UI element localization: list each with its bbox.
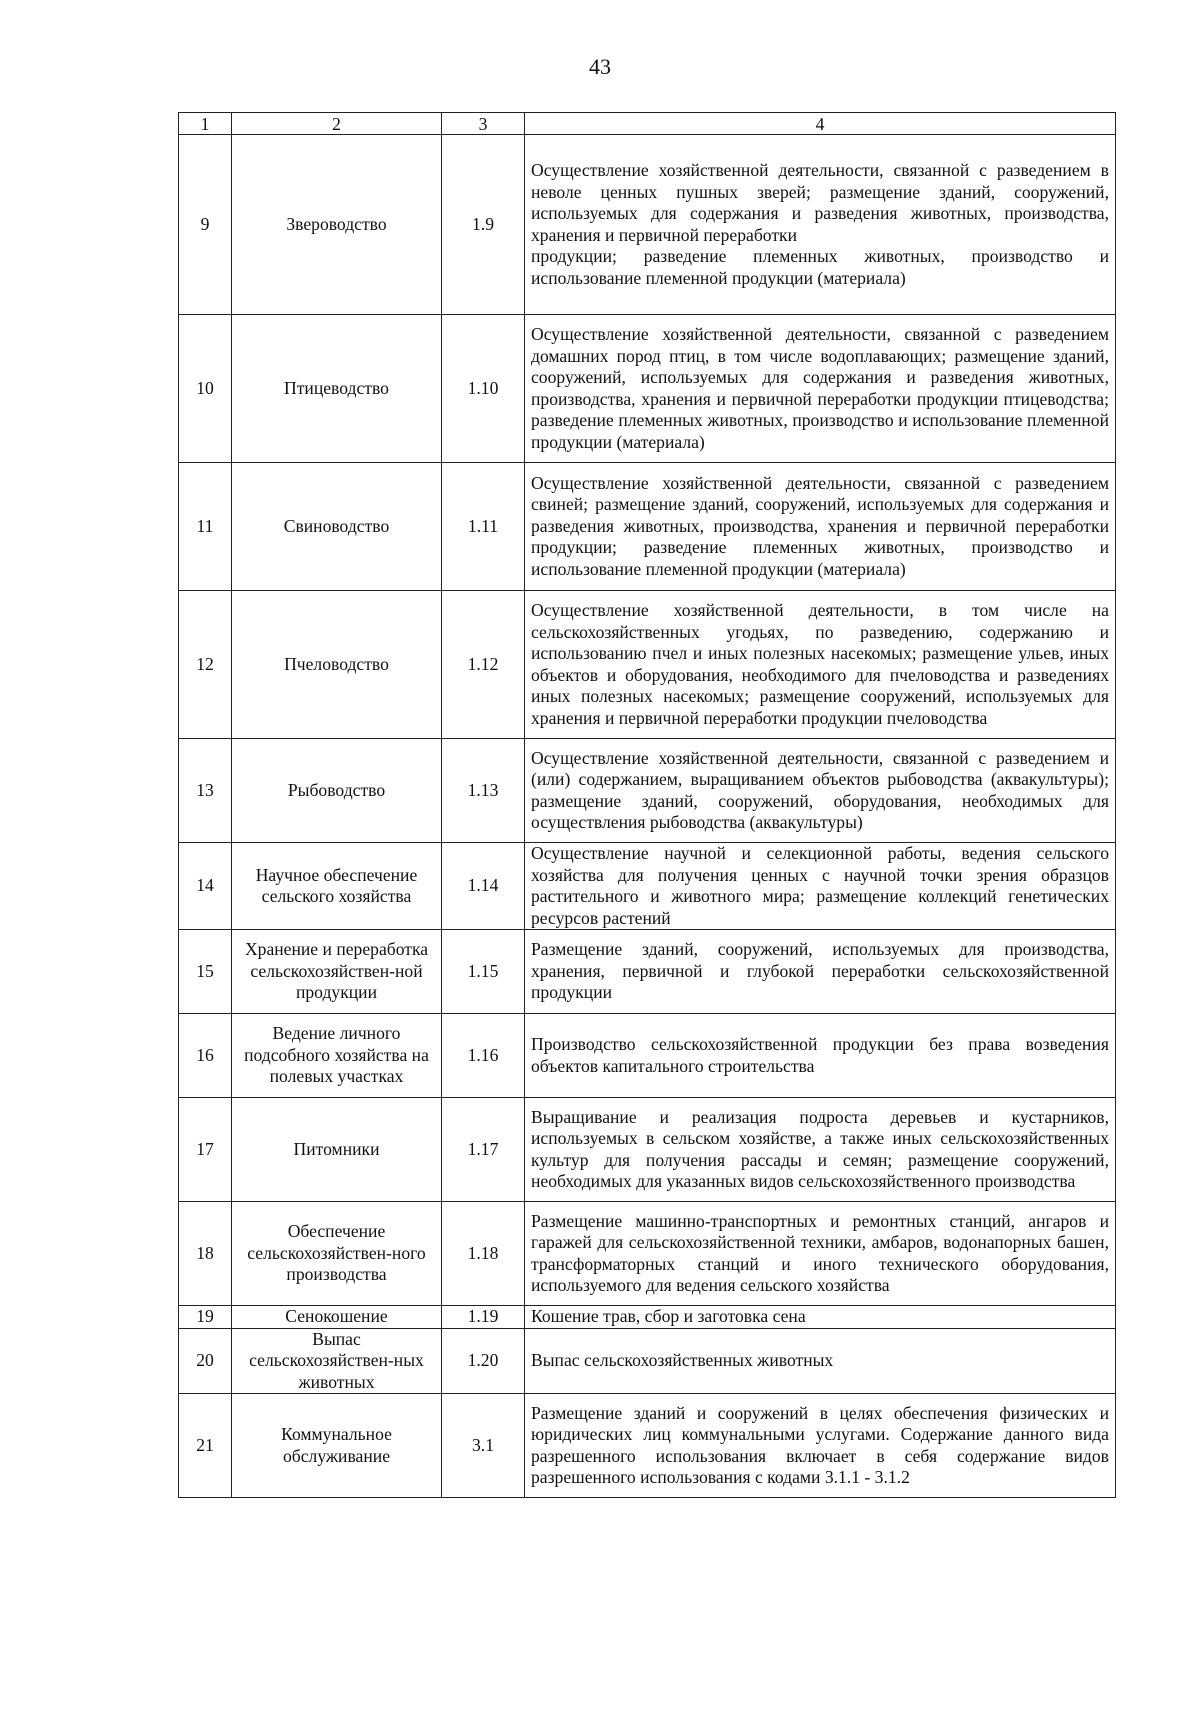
- header-cell: 4: [525, 113, 1116, 135]
- land-use-code: 3.1: [442, 1394, 525, 1498]
- land-use-code: 1.9: [442, 135, 525, 315]
- description-paragraph: Размещение машинно-транспортных и ремонтных станций, ангаров и гаражей для сельскохозяйственной техники, амбаров, водонапорных башен, трансформаторных станций и иного технического оборудования, используемого для ведения сельского хозяйства: [531, 1210, 1109, 1295]
- land-use-name: Звероводство: [232, 135, 442, 315]
- description-paragraph: Осуществление хозяйственной деятельности, связанной с разведением свиней; размещение зданий, сооружений, используемых для содержания и разведения животных, производства, хранения и первичной переработки продукции; разведение племенных животных, производство и использование племенной продукции (материала): [531, 472, 1109, 579]
- land-use-code: 1.11: [442, 463, 525, 591]
- description-paragraph: Выпас сельскохозяйственных животных: [531, 1350, 834, 1370]
- table-row: [179, 463, 1116, 591]
- table-row: [179, 843, 1116, 930]
- row-number: 15: [179, 930, 232, 1014]
- table-row: [179, 135, 1116, 315]
- table-row: [179, 591, 1116, 739]
- table-row: [179, 930, 1116, 1014]
- table-row: [179, 1394, 1116, 1498]
- row-number: 17: [179, 1098, 232, 1202]
- table-row: [179, 315, 1116, 463]
- page-number: 43: [589, 54, 611, 79]
- row-number: 10: [179, 315, 232, 463]
- row-number: 20: [179, 1328, 232, 1394]
- description-paragraph: Осуществление хозяйственной деятельности, связанной с разведением в неволе ценных пушных зверей; размещение зданий, сооружений, используемых для содержания и разведения животных, производства, хранения и первичной переработки: [531, 160, 1109, 245]
- land-use-description: [525, 315, 1116, 463]
- land-use-code: 1.15: [442, 930, 525, 1014]
- land-use-code: 1.18: [442, 1202, 525, 1306]
- description-paragraph: Осуществление хозяйственной деятельности, связанной с разведением и (или) содержанием, выращиванием объектов рыбоводства (аквакультуры); размещение зданий, сооружений, оборудования, необходимых для осуществления рыбоводства (аквакультуры): [531, 747, 1109, 832]
- row-number: 16: [179, 1014, 232, 1098]
- land-use-name: Рыбоводство: [232, 739, 442, 843]
- land-use-name: Свиноводство: [232, 463, 442, 591]
- description-paragraph: Осуществление хозяйственной деятельности, в том числе на сельскохозяйственных угодьях, по разведению, содержанию и использованию пчел и иных полезных насекомых; размещение ульев, иных объектов и оборудования, необходимого для пчеловодства и разведениях иных полезных насекомых; размещение сооружений, используемых для хранения и первичной переработки продукции пчеловодства: [531, 600, 1109, 728]
- description-paragraph: Осуществление научной и селекционной работы, ведения сельского хозяйства для получения ценных с научной точки зрения образцов растительного и животного мира; размещение коллекций генетических ресурсов растений: [531, 843, 1109, 928]
- land-use-name: Питомники: [232, 1098, 442, 1202]
- description-paragraph: Производство сельскохозяйственной продукции без права возведения объектов капитального строительства: [531, 1034, 1109, 1076]
- table-row: [179, 1014, 1116, 1098]
- land-use-code: 1.16: [442, 1014, 525, 1098]
- table-row: [179, 1202, 1116, 1306]
- land-use-name: Обеспечение сельскохозяйствен-ного производства: [232, 1202, 442, 1306]
- land-use-description: [525, 1098, 1116, 1202]
- table-header-row: [179, 113, 1116, 135]
- table-row: [179, 1328, 1116, 1394]
- land-use-description: [525, 1014, 1116, 1098]
- land-use-code: 1.13: [442, 739, 525, 843]
- land-use-code: 1.19: [442, 1306, 525, 1329]
- description-paragraph: Осуществление хозяйственной деятельности, связанной с разведением домашних пород птиц, в том числе водоплавающих; размещение зданий, сооружений, используемых для содержания и разведения животных, производства, хранения и первичной переработки продукции птицеводства; разведение племенных животных, производство и использование племенной продукции (материала): [531, 324, 1109, 452]
- land-use-name: Коммунальное обслуживание: [232, 1394, 442, 1498]
- land-use-table: [178, 112, 1116, 1498]
- table-row: [179, 739, 1116, 843]
- land-use-name: Сенокошение: [232, 1306, 442, 1329]
- land-use-code: 1.17: [442, 1098, 525, 1202]
- land-use-name: Хранение и переработка сельскохозяйствен-ной продукции: [232, 930, 442, 1014]
- row-number: 21: [179, 1394, 232, 1498]
- land-use-description: [525, 463, 1116, 591]
- header-cell: 3: [442, 113, 525, 135]
- description-paragraph: Кошение трав, сбор и заготовка сена: [531, 1306, 806, 1326]
- land-use-code: 1.10: [442, 315, 525, 463]
- row-number: 12: [179, 591, 232, 739]
- land-use-description: [525, 1328, 1116, 1394]
- land-use-name: Выпас сельскохозяйствен-ных животных: [232, 1328, 442, 1394]
- table-row: [179, 1098, 1116, 1202]
- land-use-description: [525, 1394, 1116, 1498]
- row-number: 9: [179, 135, 232, 315]
- description-paragraph: продукции; разведение племенных животных, производство и использование племенной продукции (материала): [531, 246, 1109, 288]
- land-use-name: Ведение личного подсобного хозяйства на полевых участках: [232, 1014, 442, 1098]
- land-use-name: Научное обеспечение сельского хозяйства: [232, 843, 442, 930]
- header-cell: 2: [232, 113, 442, 135]
- land-use-description: [525, 1202, 1116, 1306]
- row-number: 14: [179, 843, 232, 930]
- row-number: 11: [179, 463, 232, 591]
- table-row: [179, 1306, 1116, 1329]
- description-paragraph: Размещение зданий и сооружений в целях обеспечения физических и юридических лиц коммунальными услугами. Содержание данного вида разрешенного использования включает в себя содержание видов разрешенного использования с кодами 3.1.1 - 3.1.2: [531, 1402, 1109, 1487]
- table-body: [179, 113, 1116, 1498]
- land-use-description: [525, 843, 1116, 930]
- description-paragraph: Размещение зданий, сооружений, используемых для производства, хранения, первичной и глубокой переработки сельскохозяйственной продукции: [531, 939, 1109, 1003]
- row-number: 18: [179, 1202, 232, 1306]
- land-use-description: [525, 930, 1116, 1014]
- land-use-code: 1.20: [442, 1328, 525, 1394]
- land-use-description: [525, 739, 1116, 843]
- land-use-name: Птицеводство: [232, 315, 442, 463]
- row-number: 19: [179, 1306, 232, 1329]
- land-use-description: [525, 1306, 1116, 1329]
- land-use-description: [525, 135, 1116, 315]
- land-use-name: Пчеловодство: [232, 591, 442, 739]
- land-use-description: [525, 591, 1116, 739]
- header-cell: 1: [179, 113, 232, 135]
- row-number: 13: [179, 739, 232, 843]
- land-use-code: 1.14: [442, 843, 525, 930]
- description-paragraph: Выращивание и реализация подроста деревьев и кустарников, используемых в сельском хозяйстве, а также иных сельскохозяйственных культур для получения рассады и семян; размещение сооружений, необходимых для указанных видов сельскохозяйственного производства: [531, 1106, 1109, 1191]
- land-use-code: 1.12: [442, 591, 525, 739]
